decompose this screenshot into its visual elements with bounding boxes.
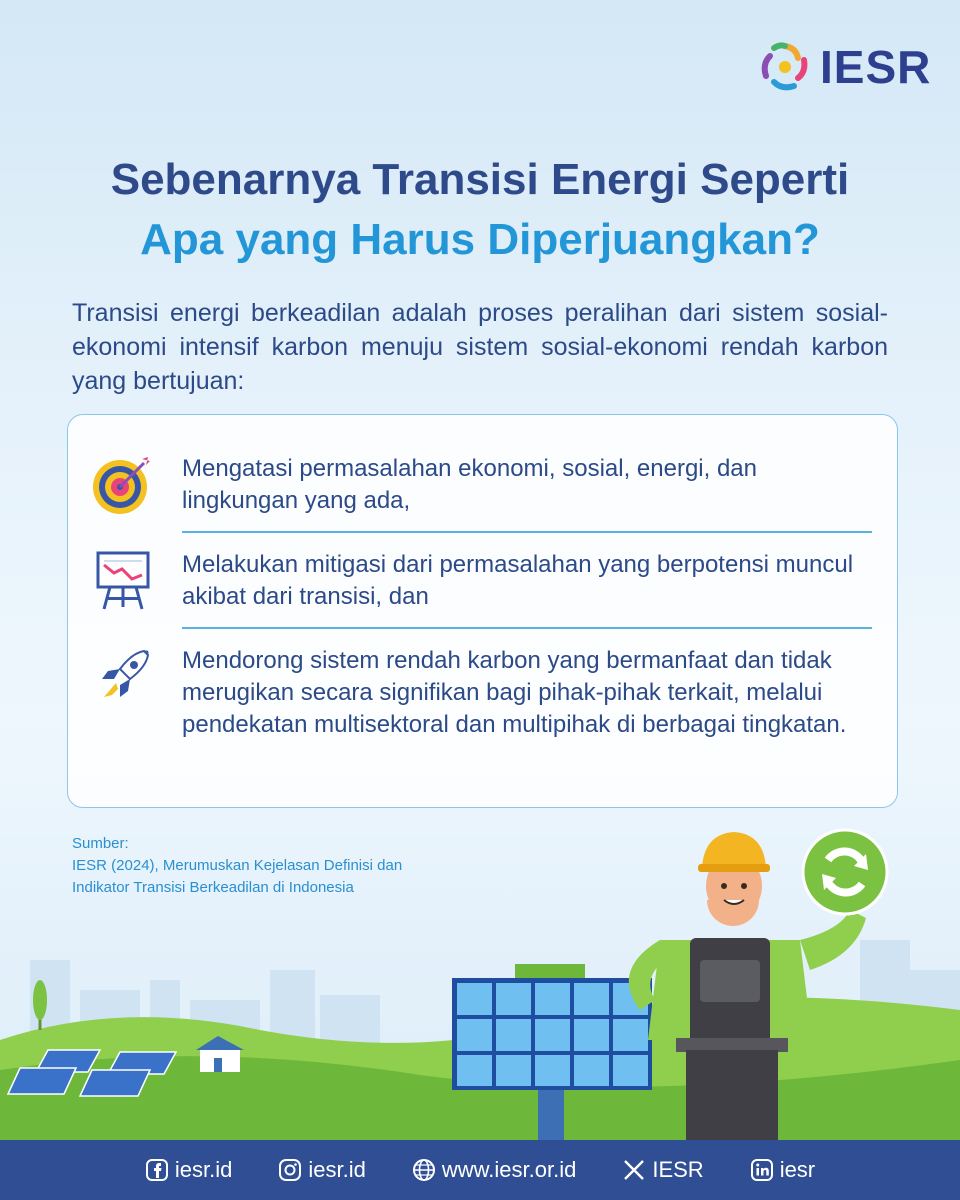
goal-item-2: Melakukan mitigasi dari permasalahan yang berpotensi muncul akibat dari transisi, dan — [182, 551, 854, 610]
footer-linkedin-label: iesr — [779, 1157, 816, 1182]
landscape-illustration — [0, 900, 960, 1140]
footer-x-label: IESR — [652, 1157, 704, 1182]
footer-facebook-label: iesr.id — [174, 1157, 233, 1182]
iesr-logo — [756, 38, 931, 96]
linkedin-icon — [750, 1158, 774, 1182]
divider — [182, 627, 872, 629]
footer-facebook[interactable] — [145, 1157, 232, 1183]
logo-text: IESR — [820, 41, 932, 93]
goal-item-1: Mengatasi permasalahan ekonomi, sosial, energi, dan lingkungan yang ada, — [182, 455, 758, 514]
tree-icon — [33, 980, 47, 1020]
target-icon — [92, 453, 154, 515]
source-note — [72, 833, 402, 899]
recycle-badge — [803, 830, 887, 914]
footer-website[interactable] — [412, 1157, 577, 1183]
footer-instagram-label: iesr.id — [308, 1157, 366, 1182]
page-title — [0, 150, 960, 270]
source-line-2: Indikator Transisi Berkeadilan di Indonesia — [72, 879, 354, 896]
helmet — [702, 832, 766, 868]
goals-card — [67, 414, 898, 808]
iesr-swirl-icon — [756, 38, 814, 96]
goal-item-3: Mendorong sistem rendah karbon yang bermanfaat dan tidak merugikan secara signifikan bagi pihak-pihak terkait, melalui pendekatan multisektoral dan multipihak di berbagai tingkatan. — [182, 647, 847, 738]
x-icon — [622, 1158, 646, 1182]
intro-paragraph: Transisi energi berkeadilan adalah proses peralihan dari sistem sosial-ekonomi intensif karbon menuju sistem sosial-ekonomi rendah karbon yang bertujuan: — [72, 299, 888, 395]
footer-x[interactable] — [622, 1157, 703, 1183]
instagram-icon — [278, 1158, 302, 1182]
footer-linkedin[interactable] — [750, 1157, 815, 1183]
chart-board-icon — [92, 549, 154, 611]
divider — [182, 531, 872, 533]
worker-head-illustration — [690, 820, 910, 930]
rocket-icon — [92, 645, 154, 707]
footer-bar — [0, 1140, 960, 1200]
globe-icon — [412, 1158, 436, 1182]
footer-instagram[interactable] — [278, 1157, 365, 1183]
title-line-2: Apa yang Harus Diperjuangkan? — [140, 215, 820, 264]
source-label: Sumber: — [72, 835, 129, 852]
source-line-1: IESR (2024), Merumuskan Kejelasan Definisi dan — [72, 857, 403, 874]
title-line-1: Sebenarnya Transisi Energi Seperti — [110, 155, 850, 204]
facebook-icon — [145, 1158, 169, 1182]
footer-website-label: www.iesr.or.id — [441, 1157, 577, 1182]
